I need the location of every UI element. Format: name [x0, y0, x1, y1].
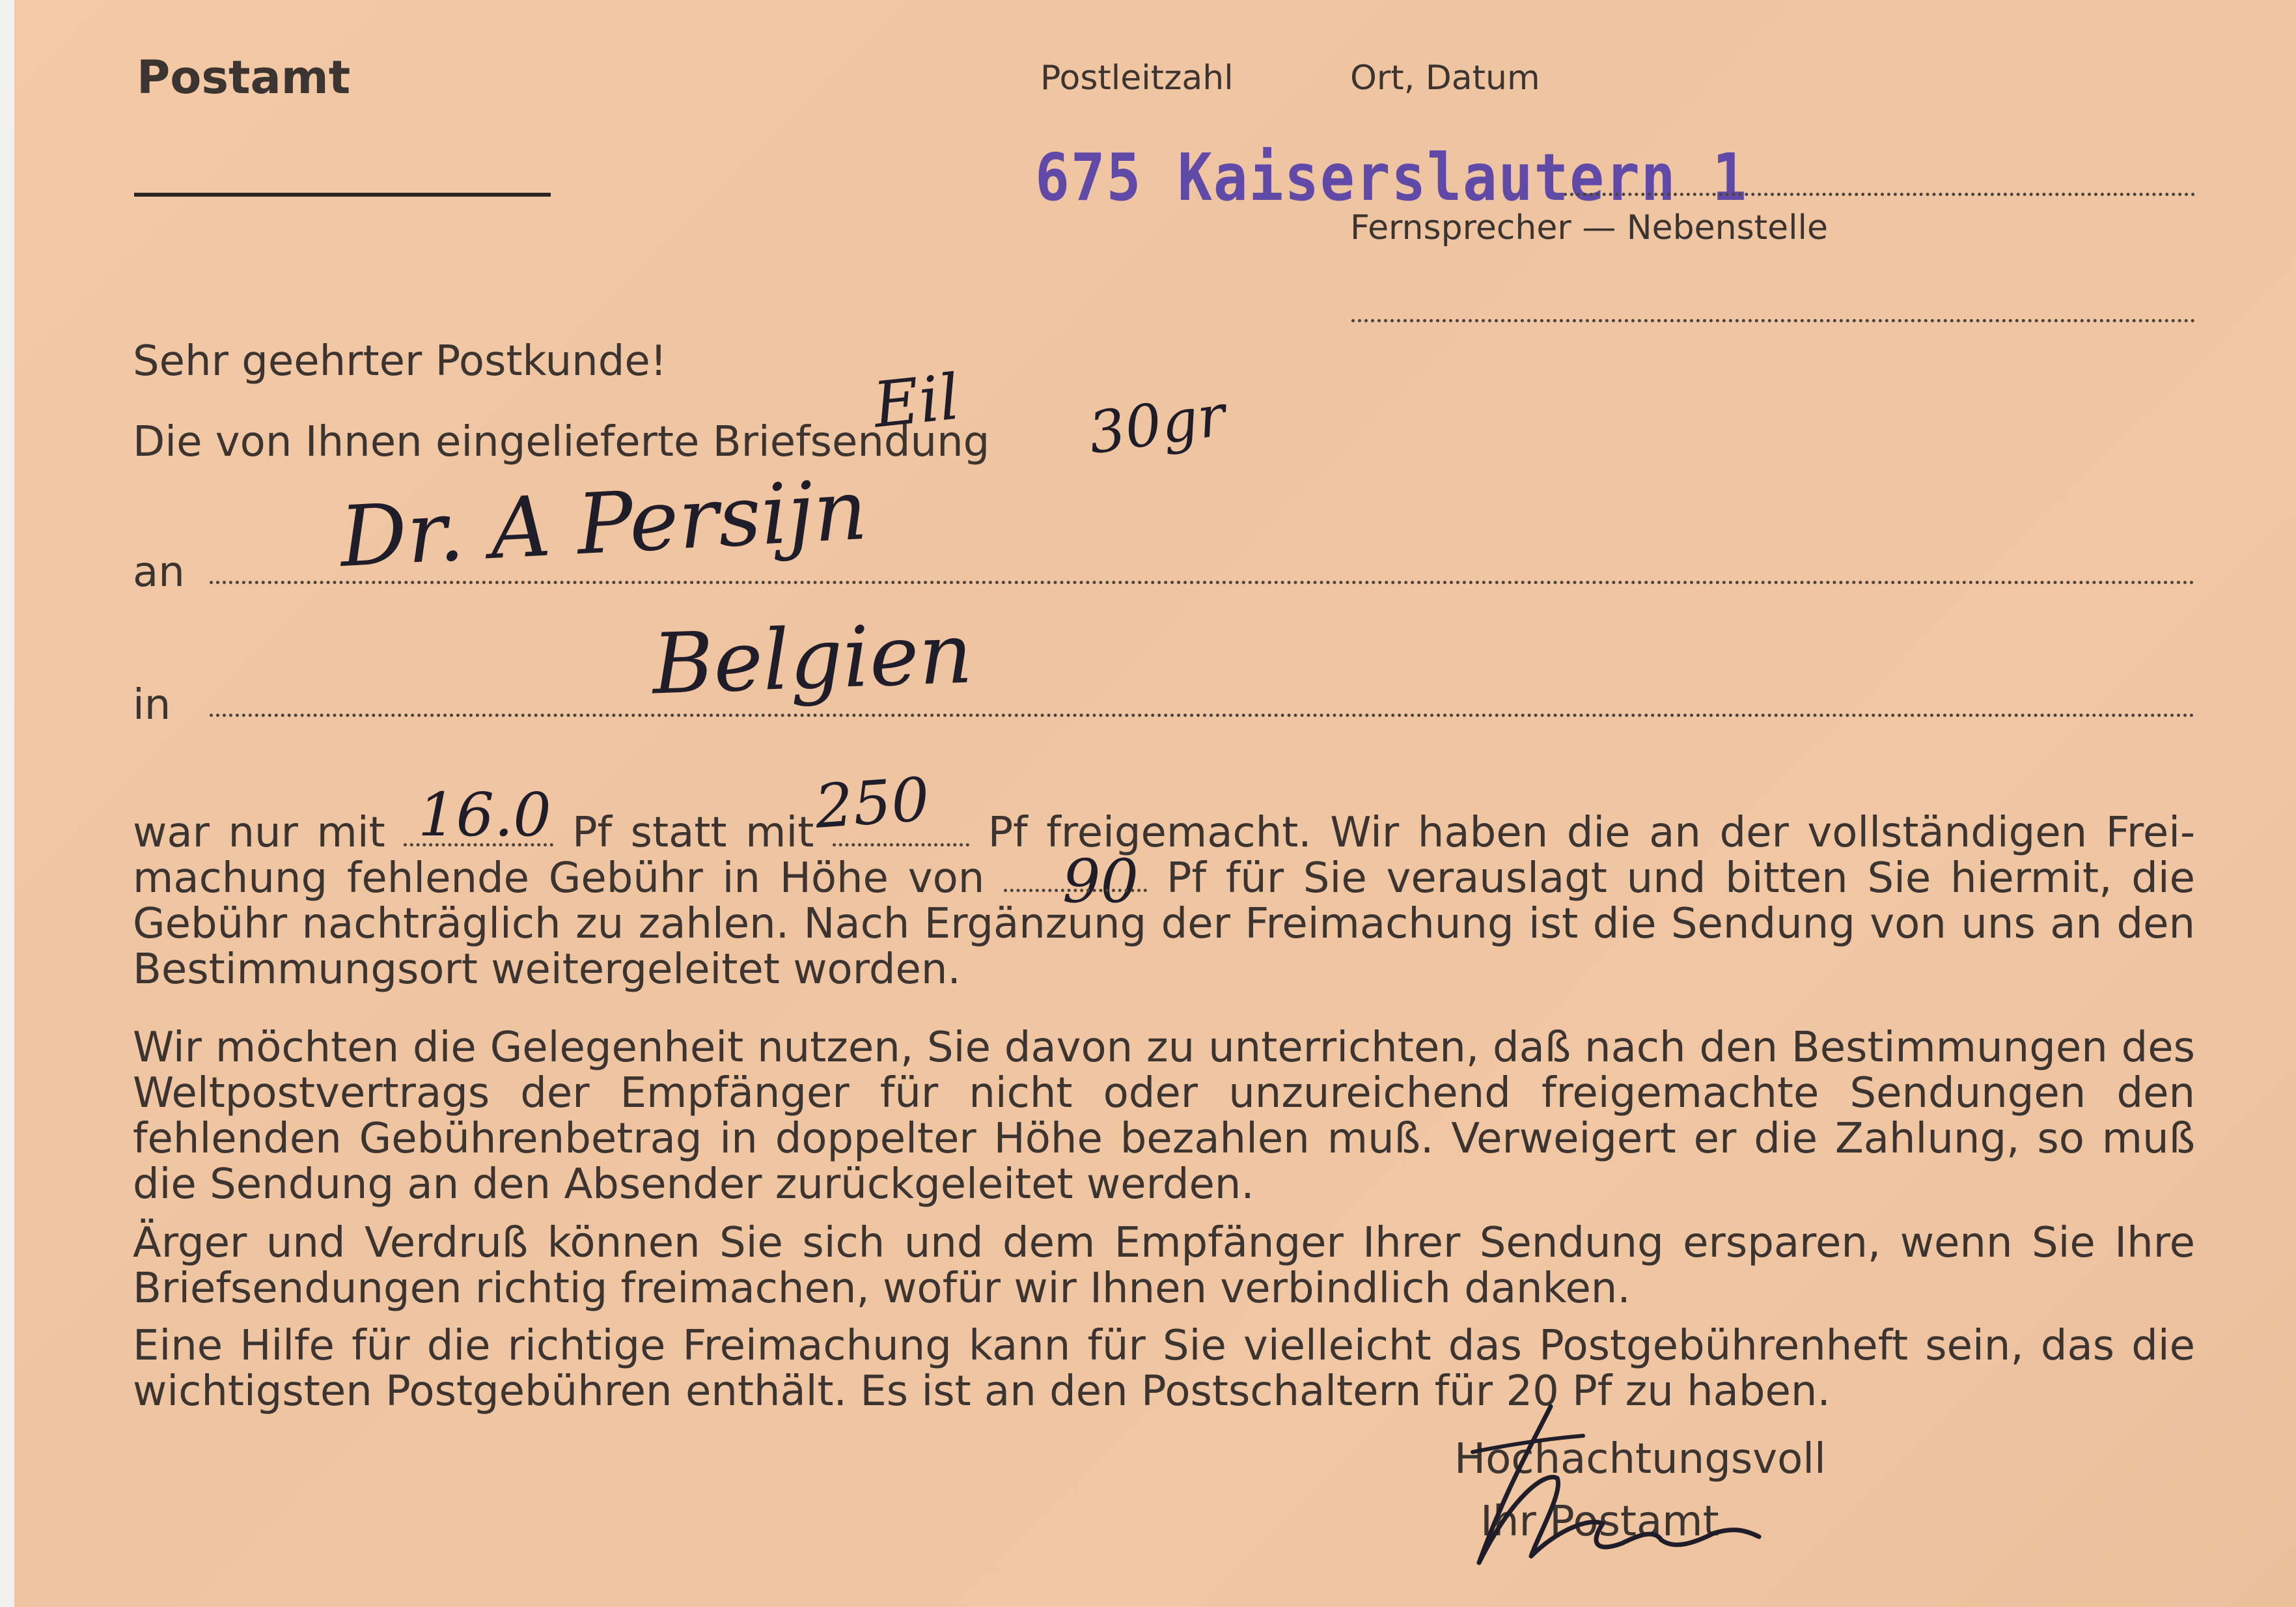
handwritten-weight: 30gr: [1084, 381, 1230, 468]
an-dotted-line: [210, 581, 2195, 584]
ort-datum-label: Ort, Datum: [1350, 59, 1540, 98]
in-label: in: [133, 681, 171, 729]
fee-text-1: war nur mit: [133, 809, 385, 857]
greeting: Sehr geehrter Postkunde!: [133, 337, 667, 385]
fee-text-2: Pf statt mit: [572, 809, 814, 857]
missing-amount-blank: [1004, 858, 1147, 892]
handwritten-country: Belgien: [650, 605, 975, 714]
an-label: an: [133, 548, 185, 596]
intro-line: Die von Ihnen eingelieferte Briefsendung: [133, 418, 990, 466]
paragraph-verdruss: Ärger und Verdruß können Sie sich und dem Empfänger Ihrer Sendung ersparen, wenn Sie Ihre Briefsendungen richtig freimachen, wofür wir Ihnen verbindlich danken.: [133, 1219, 2195, 1313]
postleitzahl-label: Postleitzahl: [1040, 59, 1234, 98]
fee-text-3: Pf freigemacht. Wir haben die an der vollständigen Frei-machung fehlende Gebühr in Höhe von: [133, 809, 2196, 902]
closing: Hochachtungsvoll: [1454, 1435, 1826, 1483]
fernsprecher-label: Fernsprecher — Nebenstelle: [1350, 208, 1828, 247]
fee-text-4: Pf für Sie verauslagt und bitten Sie hiermit, die Gebühr nachträglich zu zahlen. Nach Ergänzung der Freimachung ist die Sendung von uns an den Bestimmungsort weitergeleitet worden.: [133, 854, 2196, 994]
handwritten-eil: Eil: [870, 360, 963, 442]
ort-dotted-line: [1564, 193, 2195, 196]
paid-amount-blank: [404, 812, 553, 846]
signature: [1433, 1393, 1772, 1589]
fernsprecher-dotted-line: [1351, 319, 2195, 322]
post-office-stamp: 675 Kaiserslautern 1: [1035, 139, 1748, 216]
paragraph-weltpost: Wir möchten die Gelegenheit nutzen, Sie davon zu unterrichten, daß nach den Bestimmungen des Weltpostvertrags der Empfänger für nicht oder unzureichend freigemachte Sendungen den fehlenden Gebührenbetrag in doppelter Höhe bezahlen muß. Verweigert er die Zahlung, so muß die Sendung an den Absender zurückgeleitet werden.: [133, 1024, 2195, 1209]
handwritten-missing-amount: 90: [1062, 846, 1139, 916]
paragraph-fee-notice: [133, 810, 2195, 992]
postage-due-card: [14, 0, 2296, 1607]
handwritten-required-amount: 250: [812, 764, 932, 842]
postamt-label: Postamt: [137, 51, 351, 104]
postamt-line: [134, 193, 551, 197]
paragraph-hilfe: Eine Hilfe für die richtige Freimachung kann für Sie vielleicht das Postgebührenheft sein, das die wichtigsten Postgebühren enthält. Es ist an den Postschaltern für 20 Pf zu haben.: [133, 1322, 2195, 1416]
required-amount-blank: [833, 812, 969, 846]
closing-signoff: Ihr Postamt: [1480, 1498, 1719, 1546]
handwritten-paid-amount: 16.0: [418, 780, 551, 850]
handwritten-recipient: Dr. A Persijn: [337, 461, 870, 587]
in-dotted-line: [210, 714, 2195, 717]
